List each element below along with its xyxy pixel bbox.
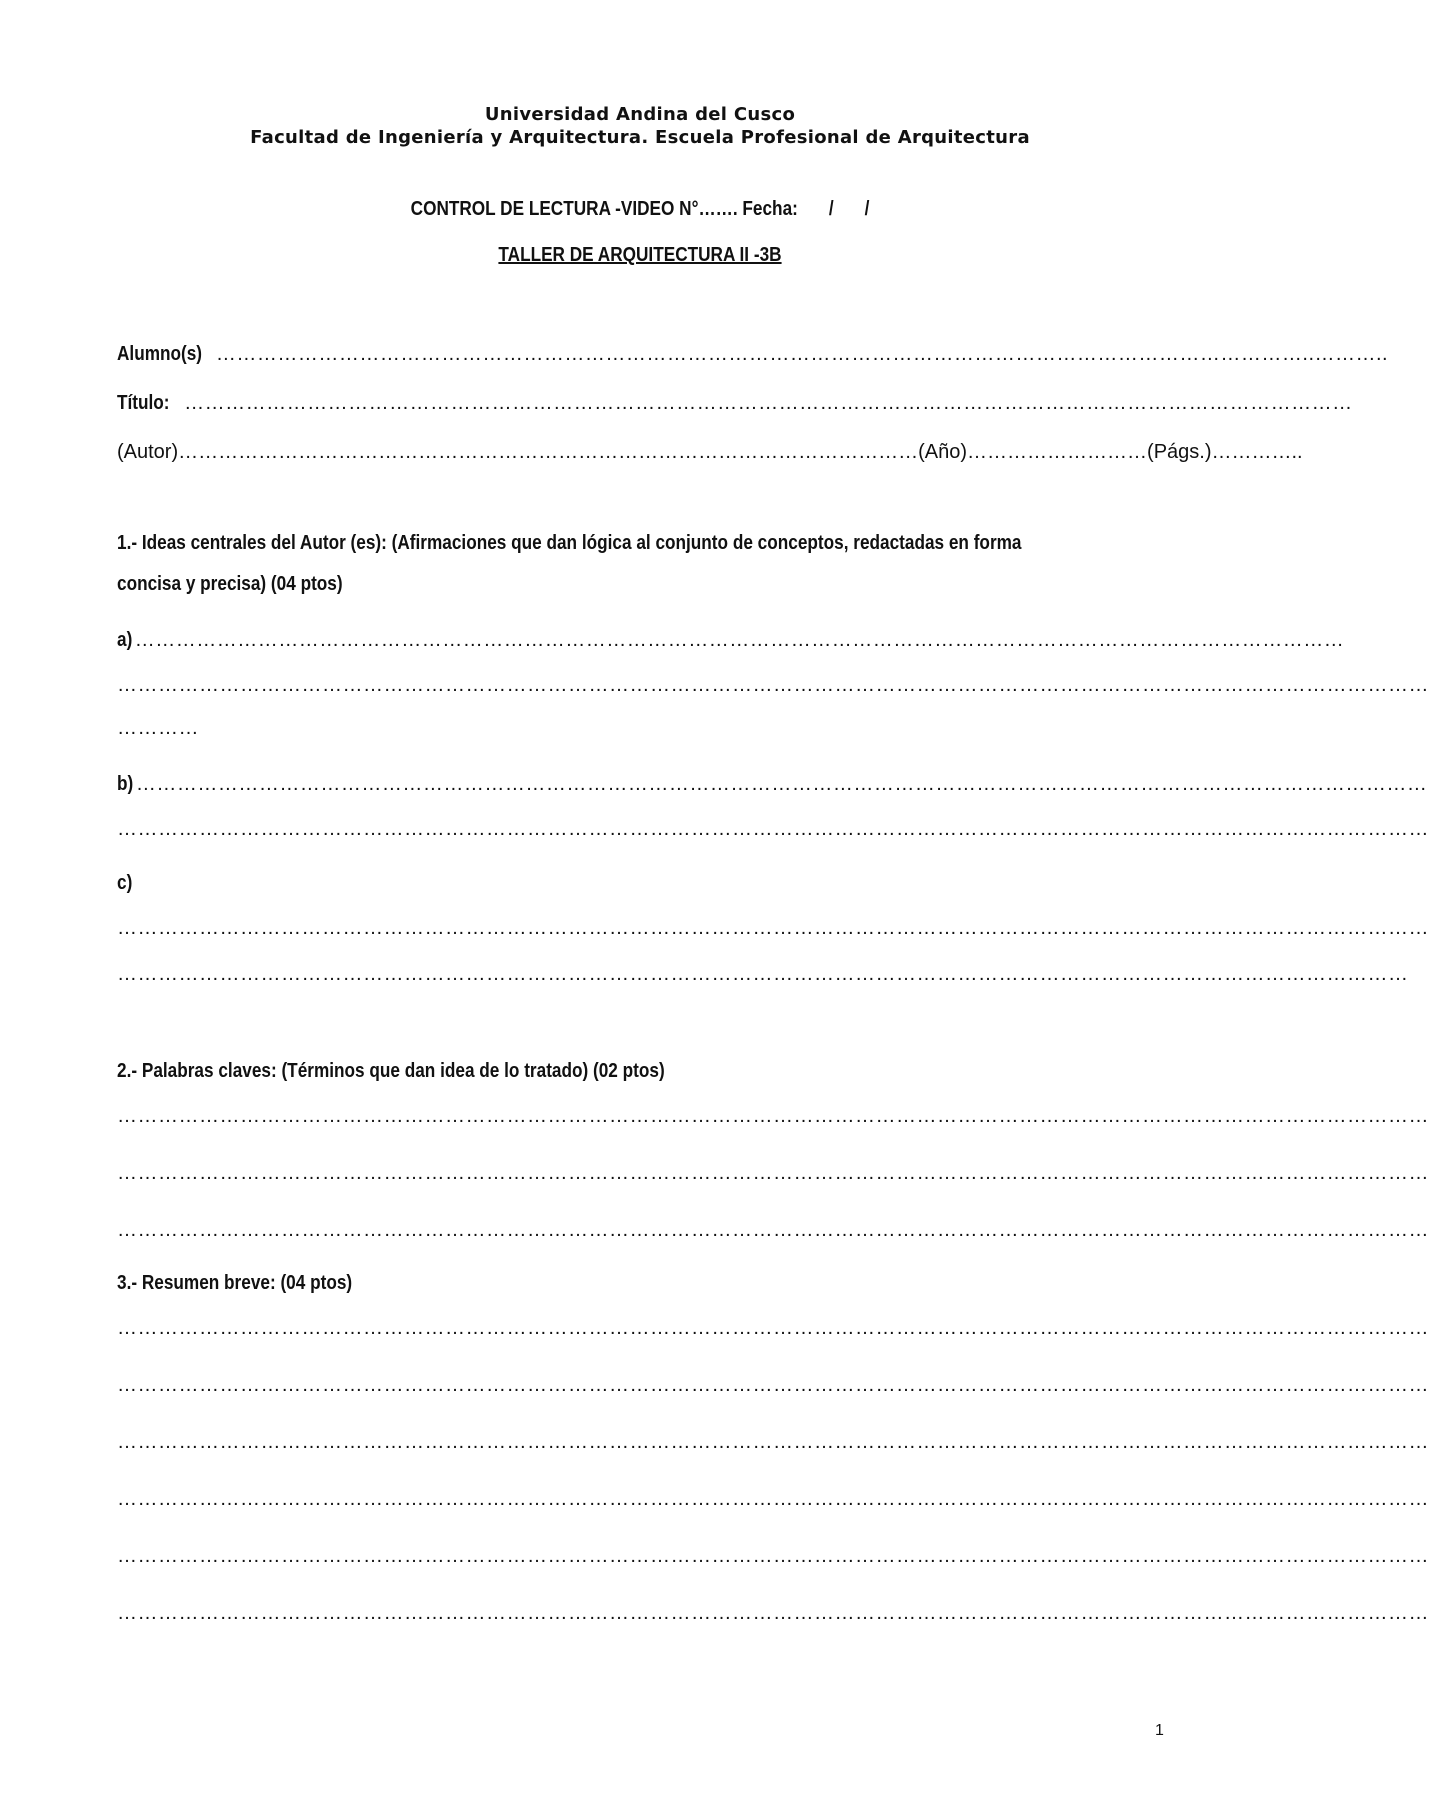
q3-line-6	[117, 1600, 1429, 1626]
autor-line: (Autor)…………………………………………………………………………………………………(Año)………………………(Págs.)…………..	[117, 441, 1303, 463]
autor-field	[117, 439, 1303, 465]
item-a-end-dots: …………	[117, 717, 199, 739]
q3-title: 3.- Resumen breve: (04 ptos)	[117, 1272, 353, 1294]
q2-dots-3: …………………………………………………………………………………………………………………………………………………………………………	[117, 1219, 1429, 1241]
page-number: 1	[1155, 1722, 1164, 1739]
control-label: CONTROL DE LECTURA -VIDEO N°……. Fecha:	[410, 198, 798, 220]
course-name: TALLER DE ARQUITECTURA II -3B	[498, 244, 782, 266]
titulo-label: Título:	[117, 392, 170, 414]
item-b-label: b)	[117, 773, 134, 795]
item-c-dots-1: …………………………………………………………………………………………………………………………………………………………………………	[117, 917, 1429, 939]
q3-dots-3: …………………………………………………………………………………………………………………………………………………………………………	[117, 1431, 1429, 1453]
q2-line-2	[117, 1160, 1429, 1186]
item-a-cont	[117, 672, 1429, 698]
date-slash-2: /	[864, 198, 870, 220]
alumno-field	[117, 341, 1389, 367]
item-a	[117, 627, 1345, 653]
q3-dots-6: …………………………………………………………………………………………………………………………………………………………………………	[117, 1602, 1429, 1624]
q2-title: 2.- Palabras claves: (Términos que dan idea de lo tratado) (02 ptos)	[117, 1060, 665, 1082]
titulo-field	[117, 390, 1353, 416]
q3-line-2	[117, 1372, 1429, 1398]
alumno-dots: ……………………………………………………………………………………………………………………………………………..………..	[215, 343, 1389, 365]
q3-dots-5: …………………………………………………………………………………………………………………………………………………………………………	[117, 1545, 1429, 1567]
item-a-end	[117, 715, 1167, 741]
q2-line-1	[117, 1103, 1429, 1129]
item-b-cont	[117, 816, 1429, 842]
item-c	[117, 870, 1167, 896]
faculty-name: Facultad de Ingeniería y Arquitectura. Escuela Profesional de Arquitectura	[250, 127, 1030, 148]
q2-dots-2: …………………………………………………………………………………………………………………………………………………………………………	[117, 1162, 1429, 1184]
item-c-cont-1	[117, 915, 1429, 941]
q1-heading-line2	[117, 571, 1167, 597]
item-c-cont-2	[117, 961, 1409, 987]
q3-dots-1: …………………………………………………………………………………………………………………………………………………………………………	[117, 1317, 1429, 1339]
university-name: Universidad Andina del Cusco	[484, 104, 796, 125]
q1-heading-line1	[117, 530, 1167, 556]
q3-dots-2: …………………………………………………………………………………………………………………………………………………………………………	[117, 1374, 1429, 1396]
q3-line-5	[117, 1543, 1429, 1569]
item-b-cont-dots: …………………………………………………………………………………………………………………………………………………………………………	[117, 818, 1429, 840]
q3-line-3	[117, 1429, 1429, 1455]
item-c-dots-2: ………………………………………………………………………………………………………………………………………………………………………	[117, 963, 1409, 985]
q2-heading	[117, 1058, 1167, 1084]
item-a-cont-dots: …………………………………………………………………………………………………………………………………………………………………………	[117, 674, 1429, 696]
q3-heading	[117, 1270, 1167, 1296]
date-slash-1: /	[828, 198, 834, 220]
course-title	[90, 244, 1191, 267]
q2-line-3	[117, 1217, 1429, 1243]
q3-dots-4: …………………………………………………………………………………………………………………………………………………………………………	[117, 1488, 1429, 1510]
q1-text-1: 1.- Ideas centrales del Autor (es): (Afirmaciones que dan lógica al conjunto de conceptos, redactadas en forma	[117, 532, 1022, 554]
alumno-label: Alumno(s)	[117, 343, 203, 365]
item-b	[117, 771, 1428, 797]
q3-line-1	[117, 1315, 1429, 1341]
control-title	[90, 198, 1191, 221]
item-a-label: a)	[117, 629, 133, 651]
q2-dots-1: …………………………………………………………………………………………………………………………………………………………………………	[117, 1105, 1429, 1127]
item-a-dots: ……………………………………………………………………………………………………………………………………………………………	[134, 629, 1345, 651]
item-b-dots: ………………………………………………………………………………………………………………………………………………………………………	[135, 773, 1428, 795]
titulo-dots: ………………………………………………………………………………………………………………………………………………………	[178, 392, 1353, 414]
q1-text-2: concisa y precisa) (04 ptos)	[117, 573, 343, 595]
item-c-label: c)	[117, 872, 133, 894]
q3-line-4	[117, 1486, 1429, 1512]
